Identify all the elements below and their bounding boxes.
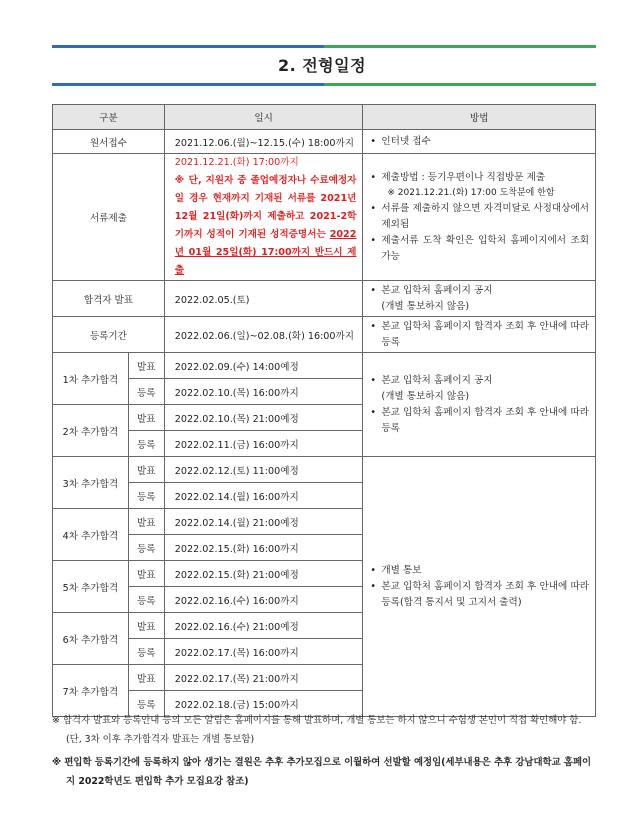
sub-label-register: 등록	[128, 587, 164, 613]
additional-register-date: 2022.02.16.(수) 16:00까지	[164, 587, 363, 613]
additional-announce-date: 2022.02.15.(화) 21:00예정	[164, 561, 363, 587]
row-registration	[53, 317, 596, 353]
additional-label: 4차 추가합격	[53, 509, 129, 561]
row-date: 2022.02.06.(일)~02.08.(화) 16:00까지	[164, 317, 363, 353]
sub-label-register: 등록	[128, 535, 164, 561]
row-announcement	[53, 281, 596, 317]
sub-label-register: 등록	[128, 379, 164, 405]
additional-method-a	[363, 353, 596, 457]
additional-register-date: 2022.02.14.(월) 16:00까지	[164, 483, 363, 509]
method-item: • 제출방법 : 등기우편이나 직접방문 제출 ※ 2021.12.21.(화) 17:00 도착분에 한함	[381, 170, 589, 201]
method-item: • 제출서류 도착 확인은 입학처 홈페이지에서 조회 가능	[381, 233, 589, 265]
sub-label-announce: 발표	[128, 613, 164, 639]
top-divider	[52, 45, 596, 48]
additional-label: 5차 추가합격	[53, 561, 129, 613]
sub-label-announce: 발표	[128, 457, 164, 483]
schedule-table	[52, 104, 596, 717]
additional-announce-date: 2022.02.17.(목) 21:00까지	[164, 665, 363, 691]
additional-register-date: 2022.02.15.(화) 16:00까지	[164, 535, 363, 561]
method-item: • 개별 통보	[381, 563, 589, 579]
row-method	[363, 281, 596, 317]
additional-announce-date: 2022.02.14.(월) 21:00예정	[164, 509, 363, 535]
documents-deadline: 2021.12.21.(화) 17:00까지	[174, 157, 299, 168]
additional-register-date: 2022.02.18.(금) 15:00까지	[164, 691, 363, 717]
additional-label: 6차 추가합격	[53, 613, 129, 665]
row-label: 등록기간	[53, 317, 165, 353]
sub-label-announce: 발표	[128, 509, 164, 535]
row-date: 2021.12.06.(월)~12.15.(수) 18:00까지	[164, 130, 363, 154]
additional-announce-date: 2022.02.12.(토) 11:00예정	[164, 457, 363, 483]
additional-label: 7차 추가합격	[53, 665, 129, 717]
method-item: • 인터넷 접수	[381, 134, 589, 150]
sub-label-announce: 발표	[128, 353, 164, 379]
method-item: • 서류를 제출하지 않으면 자격미달로 사정대상에서 제외됨	[381, 201, 589, 233]
header-method: 방법	[363, 105, 596, 130]
sub-label-announce: 발표	[128, 405, 164, 431]
method-subnote: ※ 2021.12.21.(화) 17:00 도착분에 한함	[387, 187, 555, 198]
footnote-2: ※ 편입학 등록기간에 등록하지 않아 생기는 결원은 추후 추가모집으로 이월하여 선발할 예정임(세부내용은 추후 강남대학교 홈페이지 2022학년도 편입학 추가 모집요강 참조)	[52, 757, 592, 787]
row-method	[363, 130, 596, 154]
additional-method-b	[363, 457, 596, 717]
additional-register-date: 2022.02.17.(목) 16:00까지	[164, 639, 363, 665]
row-date	[164, 154, 363, 281]
additional-announce-date: 2022.02.16.(수) 21:00예정	[164, 613, 363, 639]
additional-label: 2차 추가합격	[53, 405, 129, 457]
method-item: • 본교 입학처 홈페이지 합격자 조회 후 안내에 따라 등록	[381, 319, 589, 351]
row-documents	[53, 154, 596, 281]
sub-label-register: 등록	[128, 639, 164, 665]
additional-announce-date: 2022.02.09.(수) 14:00예정	[164, 353, 363, 379]
table-header-row	[53, 105, 596, 130]
sub-label-register: 등록	[128, 483, 164, 509]
method-item: • 본교 입학처 홈페이지 합격자 조회 후 안내에 따라 등록(합격 통지서 및 고지서 출력)	[381, 579, 589, 611]
row-label: 서류제출	[53, 154, 165, 281]
sub-label-register: 등록	[128, 691, 164, 717]
documents-note-text: ※ 단, 지원자 중 졸업예정자나 수료예정자일 경우 현재까지 기재된 서류를 2021년 12월 21일(화)까지 제출하고 2021-2학기까지 성적이 기재된 성적증명서는	[174, 175, 357, 240]
additional-register-date: 2022.02.10.(목) 16:00까지	[164, 379, 363, 405]
additional-label: 3차 추가합격	[53, 457, 129, 509]
footnote-1: ※ 합격자 발표와 등록안내 등의 모든 알림은 홈페이지를 통해 발표하며, 개별 통보는 하지 않으니 수험생 본인이 직접 확인해야 함. (단, 3차 이후 추가합격자 발표는 개별 통보함)	[52, 715, 582, 745]
method-item: • 본교 입학처 홈페이지 공지 (개별 통보하지 않음)	[381, 283, 589, 315]
additional-register-date: 2022.02.11.(금) 16:00까지	[164, 431, 363, 457]
additional-announce-date: 2022.02.10.(목) 21:00예정	[164, 405, 363, 431]
section-title: 2. 전형일정	[277, 56, 367, 75]
row-label: 합격자 발표	[53, 281, 165, 317]
additional-label: 1차 추가합격	[53, 353, 129, 405]
row-date: 2022.02.05.(토)	[164, 281, 363, 317]
sub-label-register: 등록	[128, 431, 164, 457]
title-divider	[52, 83, 596, 86]
sub-label-announce: 발표	[128, 665, 164, 691]
additional-row	[53, 457, 596, 483]
documents-note	[175, 172, 357, 280]
row-method	[363, 154, 596, 281]
method-item: • 본교 입학처 홈페이지 합격자 조회 후 안내에 따라 등록	[381, 405, 589, 437]
sub-label-announce: 발표	[128, 561, 164, 587]
additional-row	[53, 353, 596, 379]
row-application	[53, 130, 596, 154]
row-label: 원서접수	[53, 130, 165, 154]
method-item: • 본교 입학처 홈페이지 공지 (개별 통보하지 않음)	[381, 373, 589, 405]
row-method	[363, 317, 596, 353]
header-category: 구분	[53, 105, 165, 130]
documents-note-deadline: 2022년 01월 25일(화) 17:00까지 반드시 제출	[174, 229, 357, 276]
header-date: 일시	[164, 105, 363, 130]
footnotes	[52, 711, 596, 795]
